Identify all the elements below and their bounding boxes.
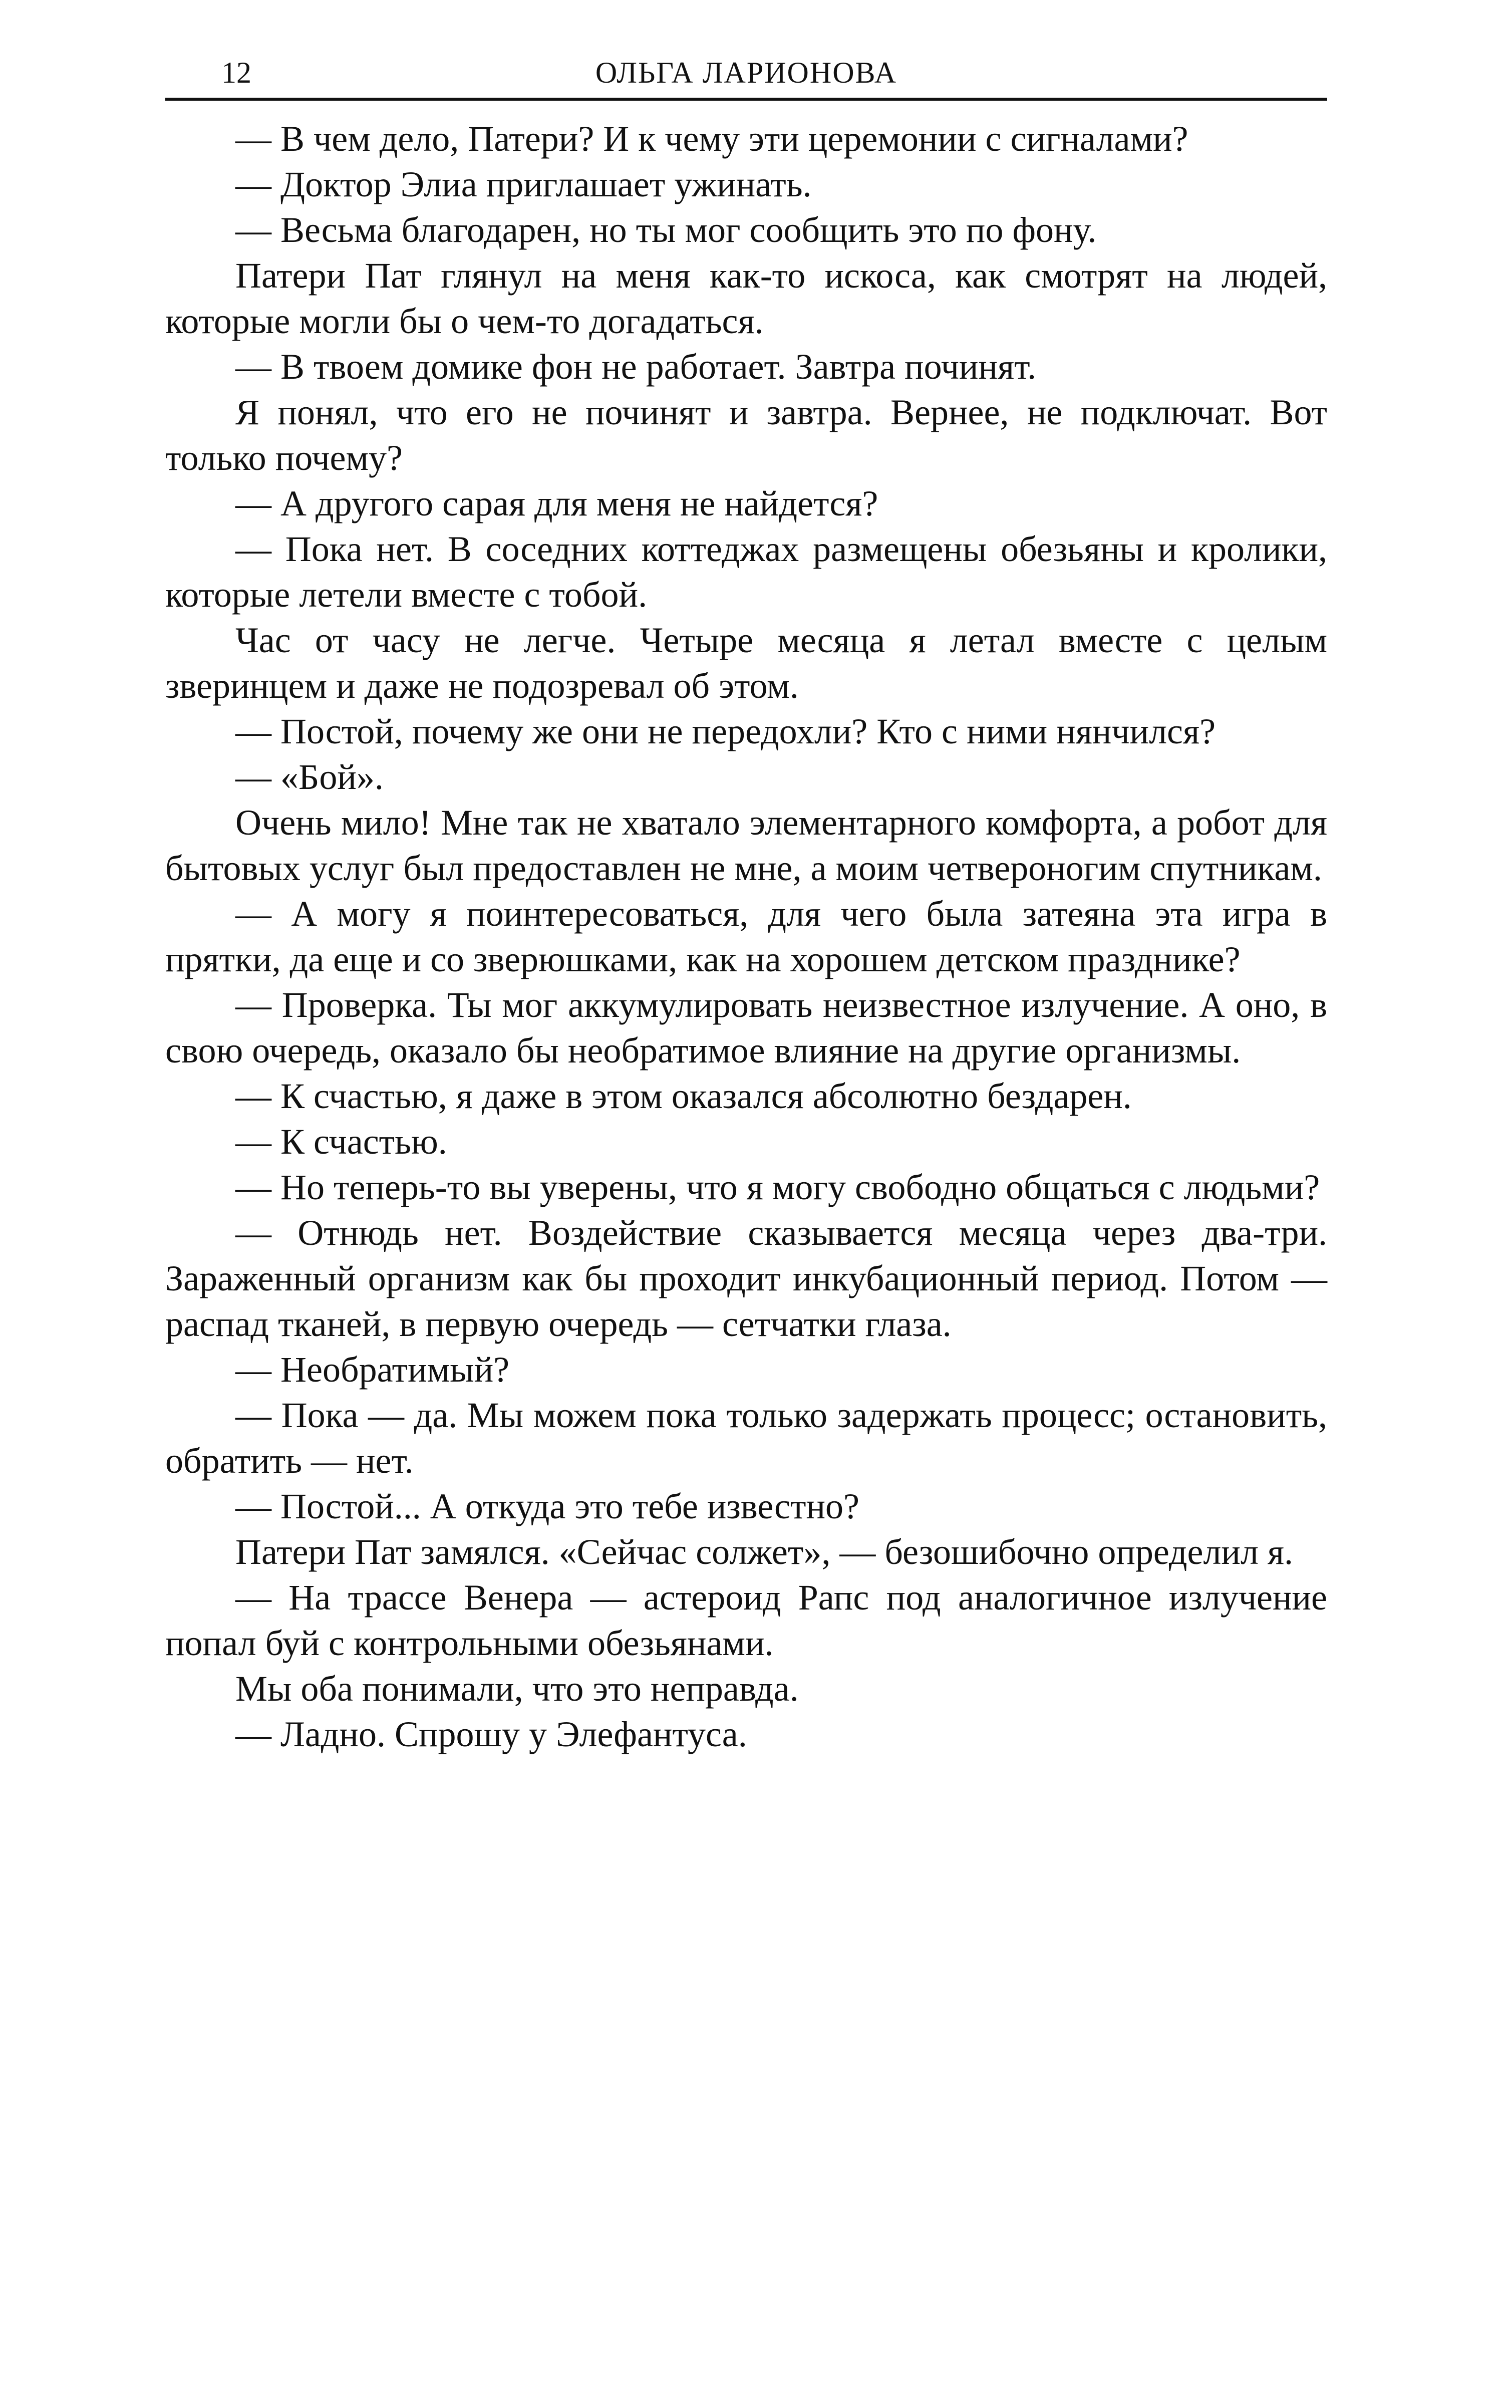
paragraph: Очень мило! Мне так не хватало элементарного комфорта, а робот для бытовых услуг был предоставлен не мне, а моим четвероногим спутникам. — [165, 802, 1327, 888]
paragraph: — Отнюдь нет. Воздействие сказывается месяца через два-три. Зараженный организм как бы проходит инкубационный период. Потом — распад тканей, в первую очередь — сетчатки глаза. — [165, 1213, 1327, 1344]
page-number: 12 — [221, 56, 251, 89]
paragraph: Патери Пат замялся. «Сейчас солжет», — безошибочно определил я. — [235, 1532, 1294, 1572]
paragraph: — Доктор Элиа приглашает ужинать. — [235, 164, 812, 204]
paragraph: — К счастью, я даже в этом оказался абсолютно бездарен. — [235, 1076, 1132, 1116]
paragraph: Я понял, что его не починят и завтра. Вернее, не подключат. Вот только почему? — [165, 392, 1327, 478]
book-page — [165, 0, 1327, 2408]
paragraph: — Необратимый? — [235, 1350, 510, 1390]
header-rule — [165, 98, 1327, 101]
paragraph: Час от часу не легче. Четыре месяца я летал вместе с целым зверинцем и даже не подозревал об этом. — [165, 620, 1327, 706]
paragraph: Мы оба понимали, что это неправда. — [235, 1669, 799, 1709]
paragraph: — Постой... А откуда это тебе известно? — [235, 1486, 860, 1526]
body-text — [165, 116, 1327, 1757]
running-head — [165, 53, 1327, 93]
paragraph: — В чем дело, Патери? И к чему эти церемонии с сигналами? — [235, 119, 1188, 159]
paragraph: — Пока нет. В соседних коттеджах размещены обезьяны и кролики, которые летели вместе с тобой. — [165, 529, 1327, 615]
paragraph: — К счастью. — [235, 1122, 447, 1162]
paragraph: — А могу я поинтересоваться, для чего была затеяна эта игра в прятки, да еще и со зверюшками, как на хорошем детском празднике? — [165, 894, 1327, 979]
paragraph: — В твоем домике фон не работает. Завтра починят. — [235, 347, 1037, 387]
running-title: ОЛЬГА ЛАРИОНОВА — [595, 56, 897, 89]
paragraph: — «Бой». — [235, 757, 384, 797]
paragraph: — На трассе Венера — астероид Рапс под аналогичное излучение попал буй с контрольными обезьянами. — [165, 1577, 1327, 1663]
paragraph: — Проверка. Ты мог аккумулировать неизвестное излучение. А оно, в свою очередь, оказало бы необратимое влияние на другие организмы. — [165, 985, 1327, 1071]
paragraph: — Постой, почему же они не передохли? Кто с ними нянчился? — [235, 711, 1216, 751]
paragraph: — А другого сарая для меня не найдется? — [235, 483, 878, 523]
paragraph: — Весьма благодарен, но ты мог сообщить это по фону. — [235, 210, 1097, 250]
paragraph: Патери Пат глянул на меня как-то искоса, как смотрят на людей, которые могли бы о чем-то догадаться. — [165, 255, 1327, 341]
paragraph: — Но теперь-то вы уверены, что я могу свободно общаться с людьми? — [235, 1167, 1320, 1207]
paragraph: — Пока — да. Мы можем пока только задержать процесс; остановить, обратить — нет. — [165, 1395, 1327, 1481]
paragraph: — Ладно. Спрошу у Элефантуса. — [235, 1714, 747, 1754]
